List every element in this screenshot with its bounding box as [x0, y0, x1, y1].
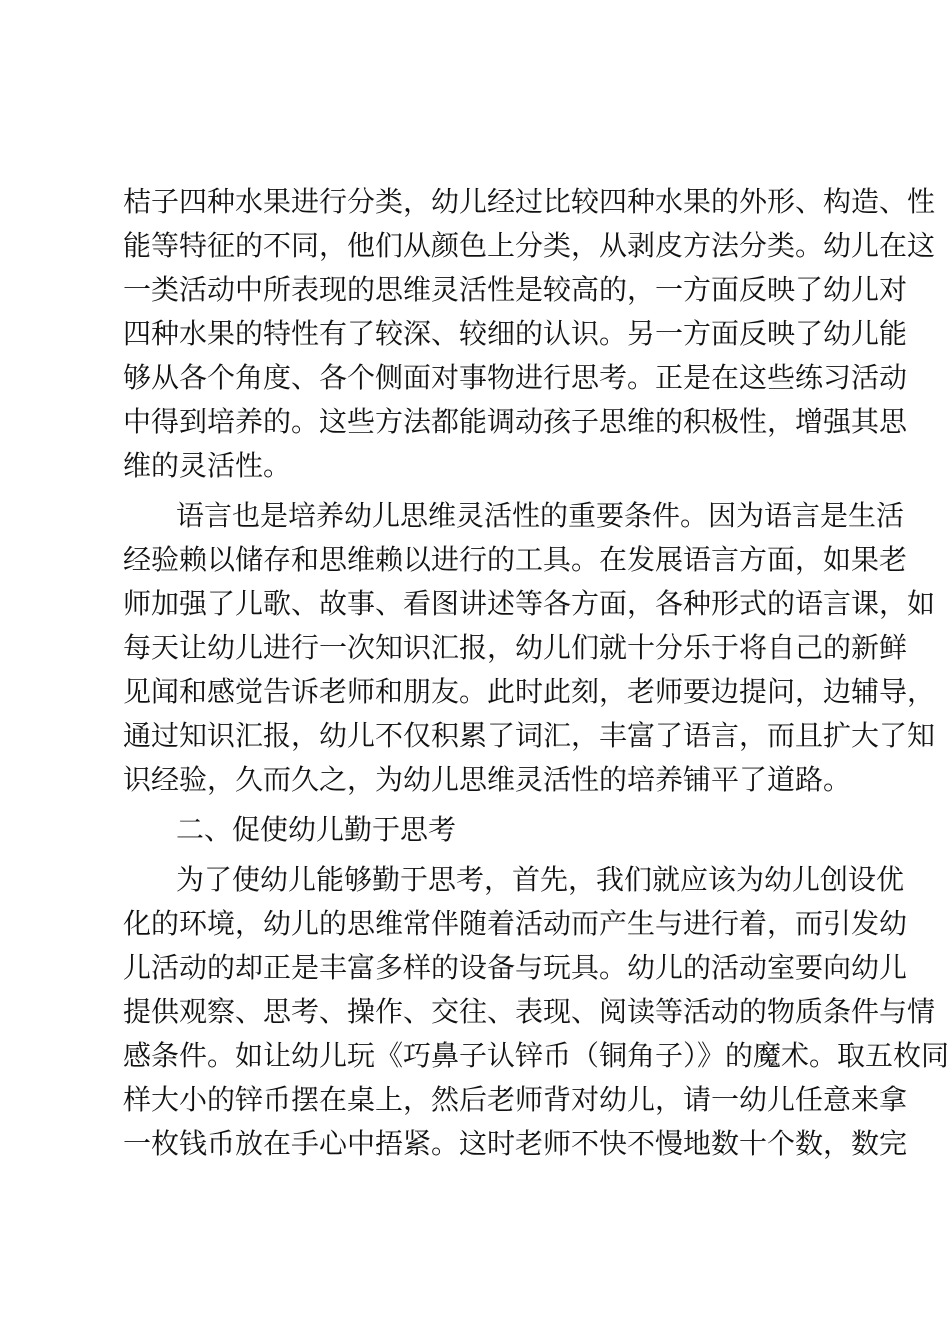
body-text-line: 四种水果的特性有了较深、较细的认识。另一方面反映了幼儿能	[123, 317, 908, 350]
paragraph-first-line: 为了使幼儿能够勤于思考，首先，我们就应该为幼儿创设优	[176, 863, 905, 896]
body-text-line: 桔子四种水果进行分类，幼儿经过比较四种水果的外形、构造、性	[123, 185, 936, 218]
body-text-line: 样大小的锌币摆在桌上，然后老师背对幼儿，请一幼儿任意来拿	[123, 1083, 908, 1116]
body-text-line: 一枚钱币放在手心中捂紧。这时老师不快不慢地数十个数，数完	[123, 1127, 908, 1160]
body-text-line: 通过知识汇报，幼儿不仅积累了词汇，丰富了语言，而且扩大了知	[123, 719, 936, 752]
paragraph-first-line: 语言也是培养幼儿思维灵活性的重要条件。因为语言是生活	[176, 499, 905, 532]
body-text-line: 见闻和感觉告诉老师和朋友。此时此刻，老师要边提问，边辅导，	[123, 675, 936, 708]
body-text-line: 识经验，久而久之，为幼儿思维灵活性的培养铺平了道路。	[123, 763, 852, 796]
body-text-line: 经验赖以储存和思维赖以进行的工具。在发展语言方面，如果老	[123, 543, 908, 576]
body-text-line: 感条件。如让幼儿玩《巧鼻子认锌币（铜角子）》的魔术。取五枚同	[123, 1039, 950, 1072]
section-heading: 二、促使幼儿勤于思考	[176, 813, 457, 846]
body-text-line: 维的灵活性。	[123, 449, 292, 482]
body-text-line: 够从各个角度、各个侧面对事物进行思考。正是在这些练习活动	[123, 361, 908, 394]
body-text-line: 儿活动的却正是丰富多样的设备与玩具。幼儿的活动室要向幼儿	[123, 951, 908, 984]
body-text-line: 师加强了儿歌、故事、看图讲述等各方面，各种形式的语言课，如	[123, 587, 936, 620]
body-text-line: 中得到培养的。这些方法都能调动孩子思维的积极性，增强其思	[123, 405, 908, 438]
body-text-line: 一类活动中所表现的思维灵活性是较高的，一方面反映了幼儿对	[123, 273, 908, 306]
body-text-line: 每天让幼儿进行一次知识汇报，幼儿们就十分乐于将自己的新鲜	[123, 631, 908, 664]
body-text-line: 化的环境，幼儿的思维常伴随着活动而产生与进行着，而引发幼	[123, 907, 908, 940]
body-text-line: 能等特征的不同，他们从颜色上分类，从剥皮方法分类。幼儿在这	[123, 229, 936, 262]
body-text-line: 提供观察、思考、操作、交往、表现、阅读等活动的物质条件与情	[123, 995, 936, 1028]
